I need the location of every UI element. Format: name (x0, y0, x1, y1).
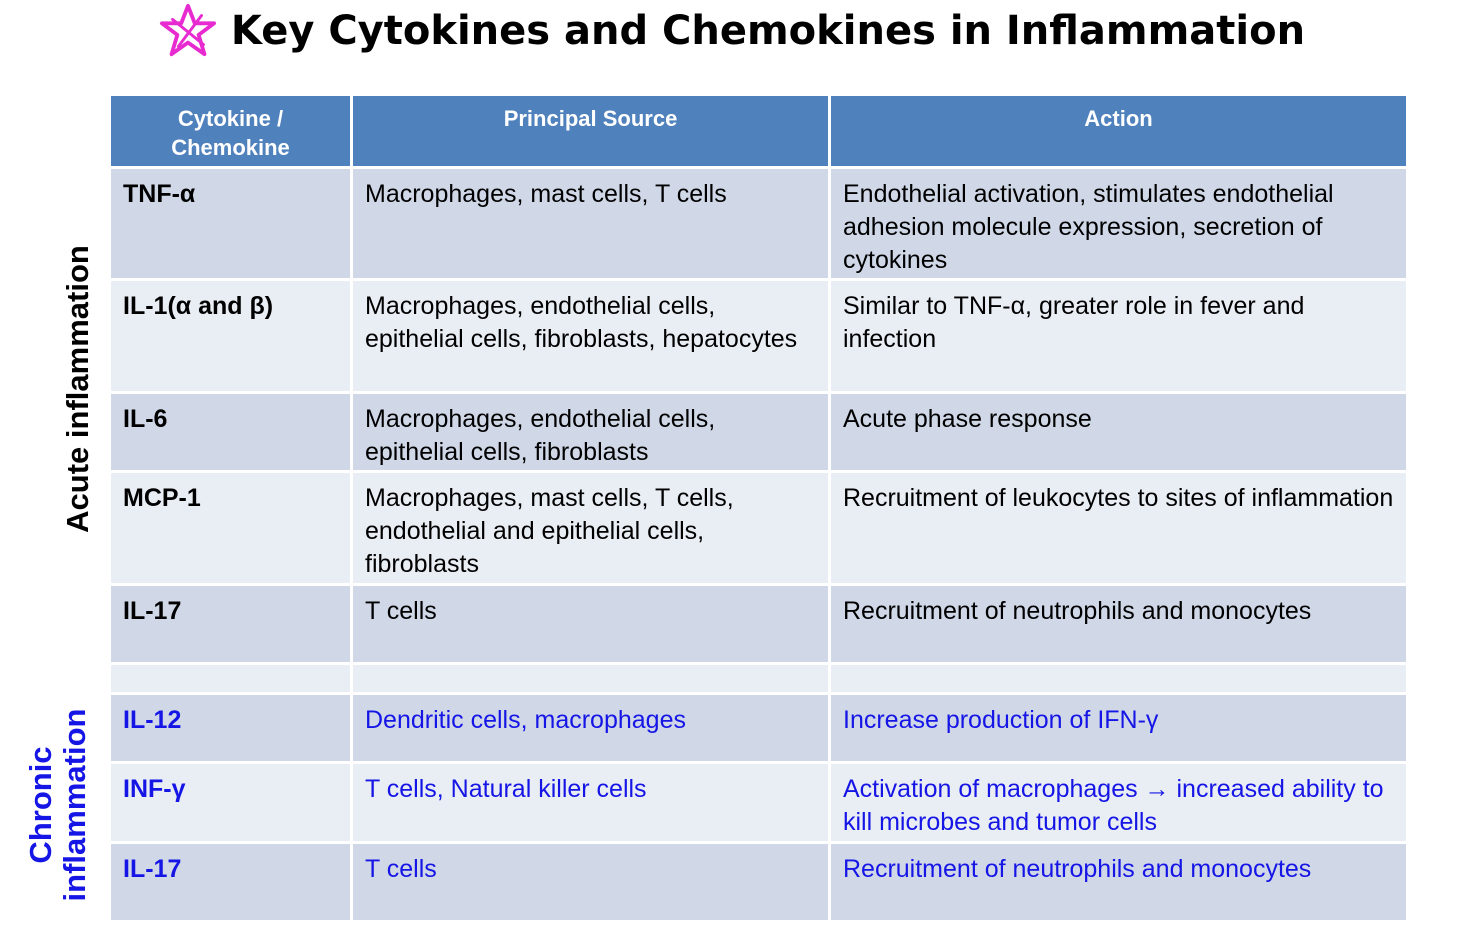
principal-source: Dendritic cells, macrophages (352, 694, 830, 763)
principal-source: T cells, Natural killer cells (352, 763, 830, 843)
table-row (110, 843, 1408, 922)
cytokine-name: TNF-α (110, 168, 352, 280)
cytokine-name: INF-γ (110, 763, 352, 843)
table-row (110, 168, 1408, 280)
principal-source: T cells (352, 843, 830, 922)
empty-cell (352, 664, 830, 694)
principal-source: T cells (352, 585, 830, 664)
header-cytokine: Cytokine / Chemokine (110, 95, 352, 168)
table-row (110, 393, 1408, 472)
action: Increase production of IFN-γ (830, 694, 1408, 763)
action: Recruitment of neutrophils and monocytes (830, 843, 1408, 922)
chronic-label-line2: inflammation (57, 708, 92, 902)
action: Activation of macrophages → increased ability to kill microbes and tumor cells (830, 763, 1408, 843)
principal-source: Macrophages, endothelial cells, epithelial cells, fibroblasts (352, 393, 830, 472)
cytokine-name: IL-12 (110, 694, 352, 763)
table-row (110, 585, 1408, 664)
action: Recruitment of neutrophils and monocytes (830, 585, 1408, 664)
star-icon (159, 2, 217, 60)
empty-cell (830, 664, 1408, 694)
principal-source: Macrophages, mast cells, T cells (352, 168, 830, 280)
chronic-label-line1: Chronic (23, 746, 58, 864)
acute-inflammation-label: Acute inflammation (60, 245, 95, 533)
cytokine-name: MCP-1 (110, 472, 352, 585)
cytokine-name: IL-17 (110, 585, 352, 664)
cytokine-table (108, 93, 1409, 923)
principal-source: Macrophages, endothelial cells, epithelial cells, fibroblasts, hepatocytes (352, 280, 830, 393)
header-source: Principal Source (352, 95, 830, 168)
title-text: Key Cytokines and Chemokines in Inflammation (230, 8, 1306, 54)
action: Similar to TNF-α, greater role in fever and infection (830, 280, 1408, 393)
chronic-inflammation-label (24, 709, 92, 902)
table-row (110, 280, 1408, 393)
cytokine-name: IL-17 (110, 843, 352, 922)
action: Acute phase response (830, 393, 1408, 472)
header-action: Action (830, 95, 1408, 168)
spacer-row (110, 664, 1408, 694)
action: Endothelial activation, stimulates endothelial adhesion molecule expression, secretion of cytokines (830, 168, 1408, 280)
header-row (110, 95, 1408, 168)
table-row (110, 472, 1408, 585)
page-title (0, 0, 1464, 62)
action: Recruitment of leukocytes to sites of inflammation (830, 472, 1408, 585)
cytokine-name: IL-6 (110, 393, 352, 472)
empty-cell (110, 664, 352, 694)
cytokine-name: IL-1(α and β) (110, 280, 352, 393)
table-row (110, 694, 1408, 763)
principal-source: Macrophages, mast cells, T cells, endothelial and epithelial cells, fibroblasts (352, 472, 830, 585)
table-row (110, 763, 1408, 843)
